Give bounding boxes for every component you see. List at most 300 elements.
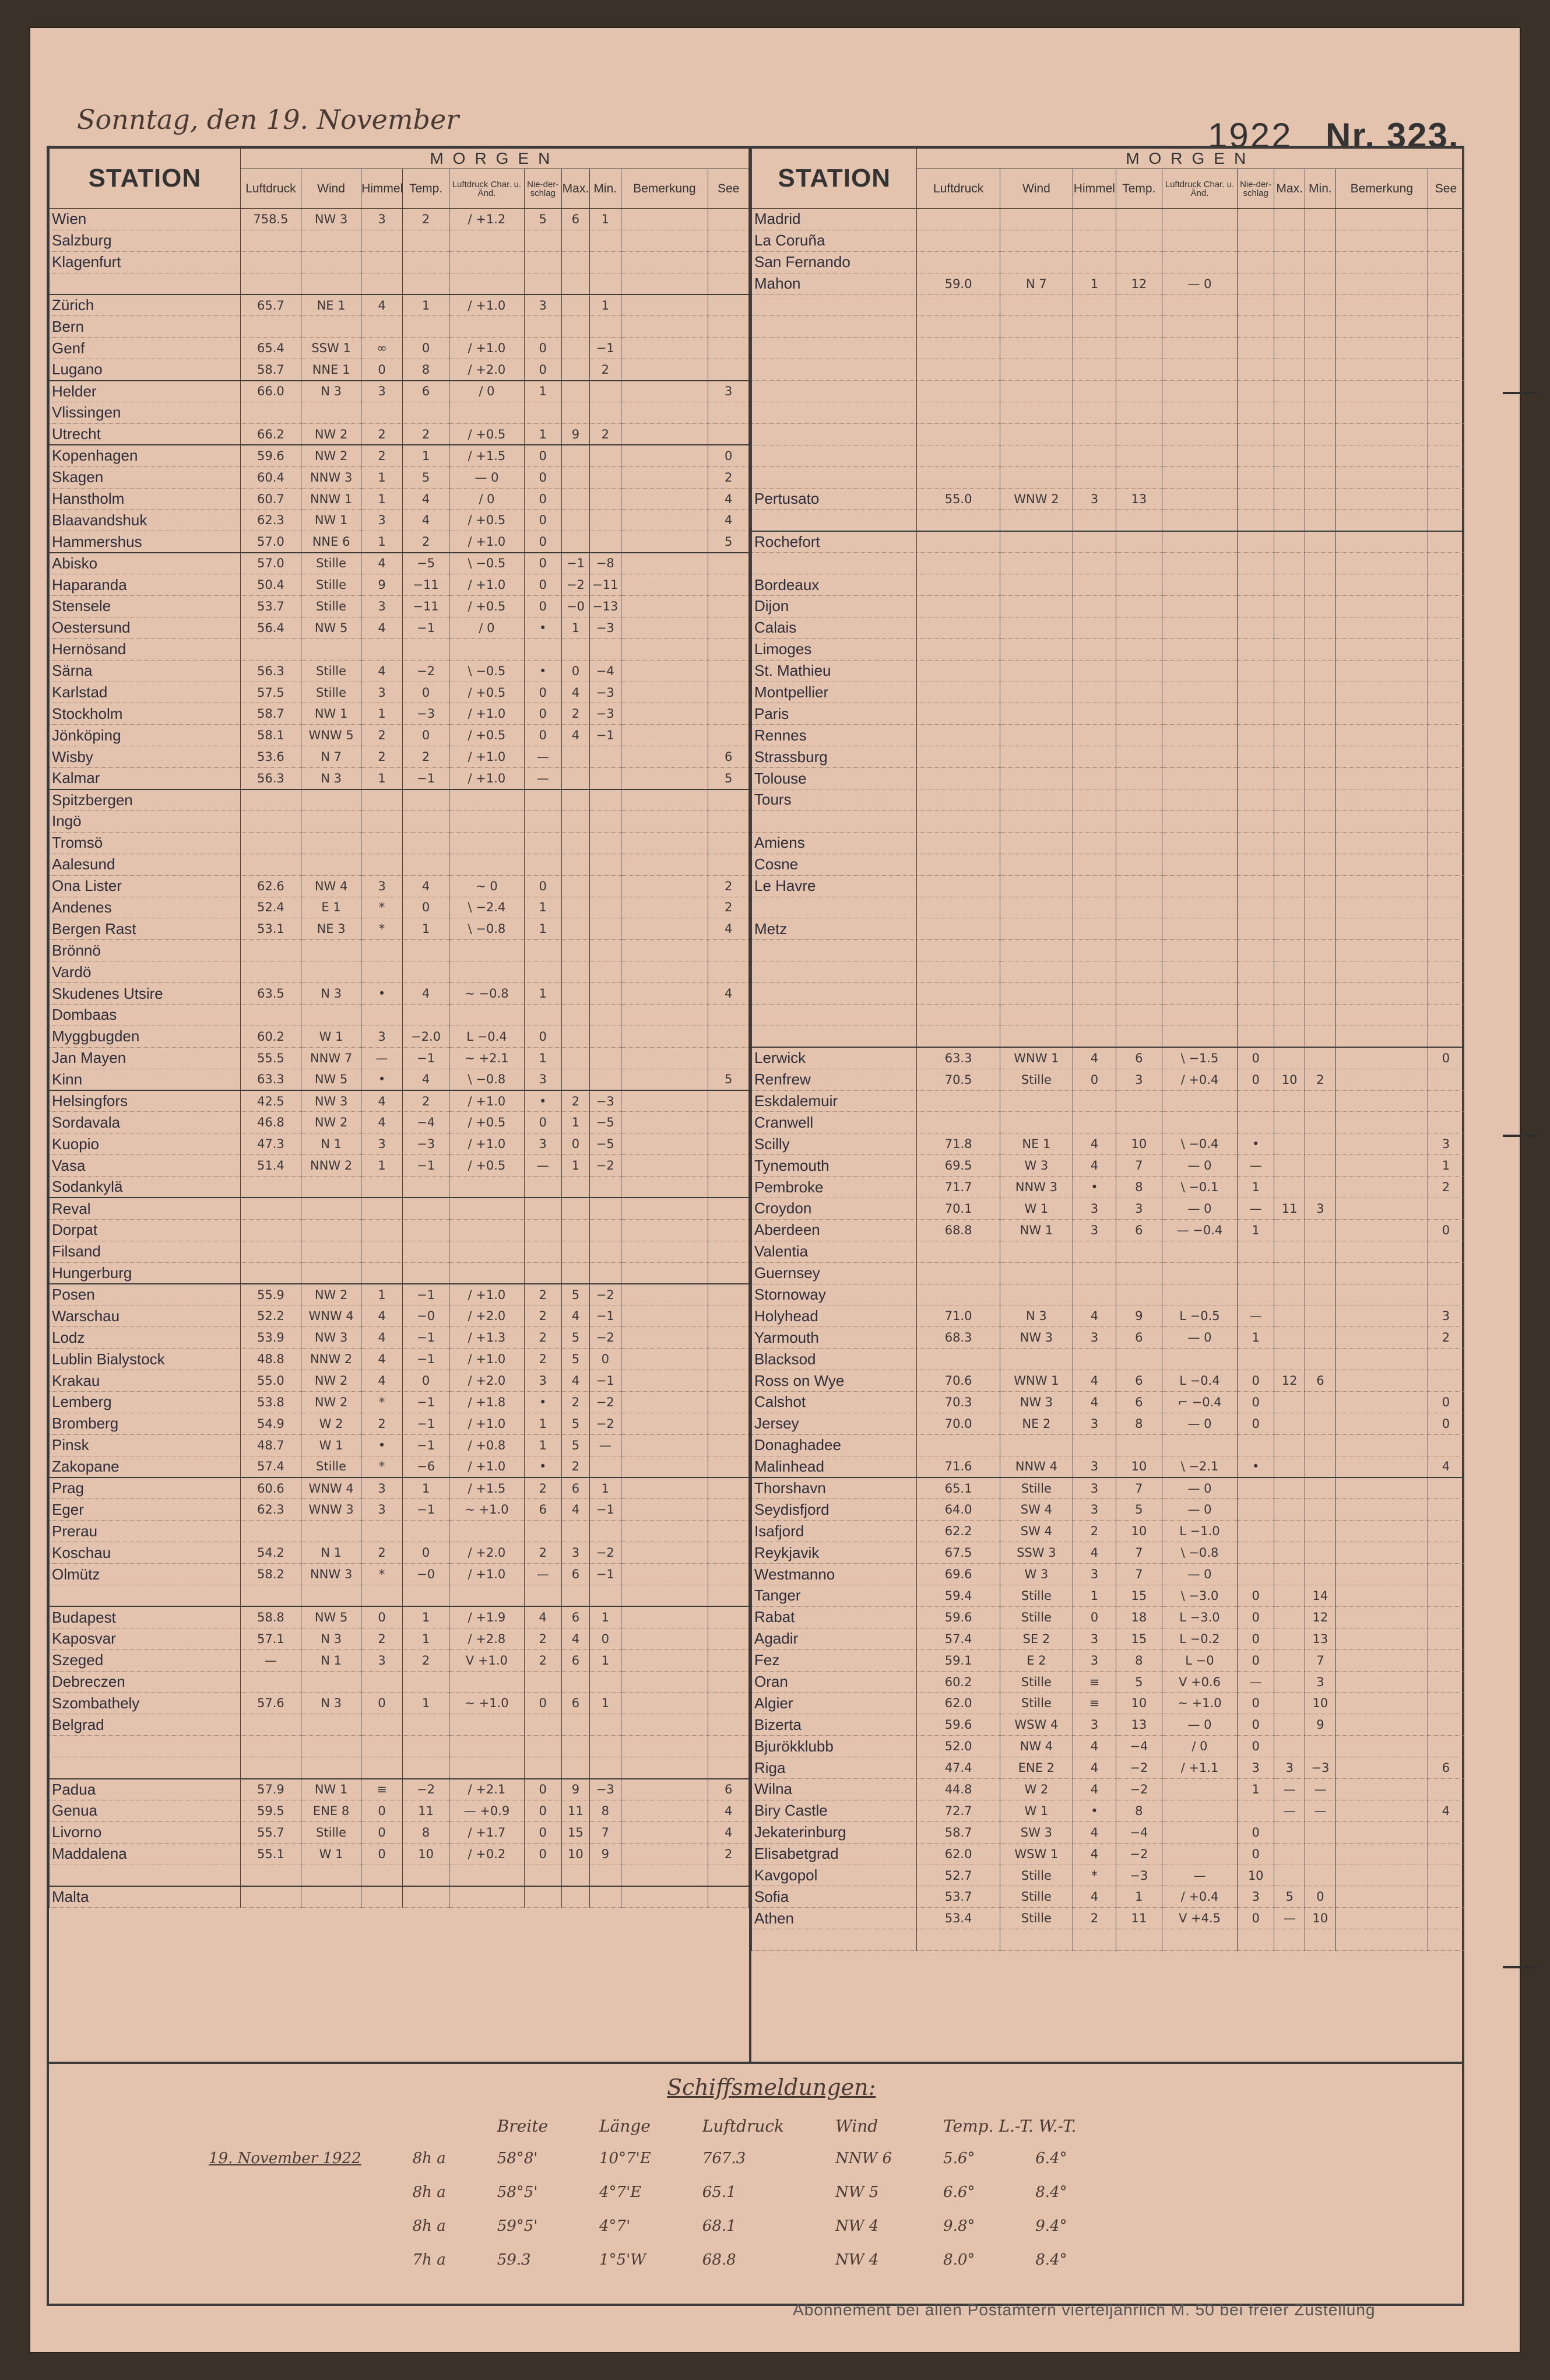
- himmel-cell: [361, 1521, 403, 1542]
- min-cell: [1305, 1047, 1336, 1069]
- max-cell: 4: [561, 1370, 589, 1392]
- char-cell: [1162, 832, 1237, 854]
- bemerkung-cell: [1335, 1521, 1428, 1542]
- station-name: Sordavala: [50, 1112, 241, 1133]
- luftdruck-cell: [917, 810, 1000, 832]
- luftdruck-cell: 57.0: [240, 531, 301, 553]
- bemerkung-cell: [621, 338, 708, 359]
- station-row: [752, 1456, 1464, 1477]
- min-cell: [590, 854, 621, 875]
- himmel-cell: 3: [1073, 1477, 1116, 1499]
- see-cell: [1428, 897, 1464, 918]
- niederschlag-cell: 0: [524, 466, 561, 488]
- min-cell: 9: [1305, 1714, 1336, 1736]
- see-cell: [708, 1305, 749, 1327]
- max-cell: [1274, 1606, 1305, 1628]
- see-cell: [1428, 1477, 1464, 1499]
- wind-cell: NE 1: [301, 294, 361, 316]
- bemerkung-cell: [621, 1649, 708, 1671]
- wind-cell: [1000, 251, 1073, 273]
- bemerkung-cell: [621, 1736, 708, 1757]
- niederschlag-cell: 0: [1238, 1606, 1274, 1628]
- wind-cell: [1000, 810, 1073, 832]
- wind-cell: ENE 8: [301, 1800, 361, 1821]
- himmel-cell: [1073, 897, 1116, 918]
- min-cell: [590, 768, 621, 789]
- wind-cell: NE 2: [1000, 1413, 1073, 1434]
- station-name: Filsand: [50, 1241, 241, 1262]
- luftdruck-cell: 60.4: [240, 466, 301, 488]
- max-cell: [1274, 789, 1305, 811]
- char-cell: [1162, 445, 1237, 466]
- station-row: [752, 1241, 1464, 1262]
- luftdruck-cell: 58.7: [917, 1821, 1000, 1843]
- wind-cell: SW 4: [1000, 1521, 1073, 1542]
- char-cell: / +1.5: [449, 1477, 524, 1499]
- station-name: Aberdeen: [752, 1219, 917, 1241]
- char-cell: ~ +2.1: [449, 1047, 524, 1069]
- himmel-cell: 1: [361, 703, 403, 725]
- luftdruck-cell: [240, 638, 301, 660]
- niederschlag-cell: [1238, 381, 1274, 402]
- bemerkung-cell: [1335, 423, 1428, 445]
- himmel-cell: [1073, 445, 1116, 466]
- ship-lt-cell: 5.6°: [943, 2150, 975, 2167]
- station-row: [50, 703, 749, 725]
- bemerkung-cell: [1335, 682, 1428, 703]
- max-cell: [561, 1069, 589, 1090]
- luftdruck-cell: 56.3: [240, 660, 301, 682]
- bemerkung-cell: [1335, 553, 1428, 574]
- himmel-cell: 4: [361, 660, 403, 682]
- max-cell: [1274, 1671, 1305, 1693]
- station-name: Bjurökklubb: [752, 1736, 917, 1757]
- station-row: [50, 810, 749, 832]
- bemerkung-cell: [1335, 1391, 1428, 1413]
- niederschlag-cell: [1238, 445, 1274, 466]
- station-name: Montpellier: [752, 682, 917, 703]
- bemerkung-cell: [1335, 251, 1428, 273]
- min-cell: [1305, 1477, 1336, 1499]
- niederschlag-cell: [524, 1219, 561, 1241]
- station-name: [752, 553, 917, 574]
- luftdruck-cell: [917, 402, 1000, 424]
- temp-cell: 3: [1116, 1069, 1162, 1090]
- niederschlag-cell: [1238, 1542, 1274, 1564]
- max-cell: [1274, 359, 1305, 381]
- niederschlag-cell: 2: [524, 1628, 561, 1649]
- himmel-cell: 4: [1073, 1886, 1116, 1908]
- char-cell: [449, 1865, 524, 1886]
- himmel-cell: 9: [361, 574, 403, 596]
- wind-cell: NW 3: [1000, 1391, 1073, 1413]
- char-cell: / +0.4: [1162, 1886, 1237, 1908]
- char-cell: / +1.9: [449, 1606, 524, 1628]
- see-cell: 4: [1428, 1800, 1464, 1821]
- niederschlag-cell: [1238, 854, 1274, 875]
- max-cell: [561, 1521, 589, 1542]
- max-cell: [561, 854, 589, 875]
- bemerkung-cell: [1335, 1477, 1428, 1499]
- station-name: Karlstad: [50, 682, 241, 703]
- min-cell: [1305, 638, 1336, 660]
- temp-cell: [1116, 854, 1162, 875]
- min-cell: [590, 1865, 621, 1886]
- wind-cell: [1000, 897, 1073, 918]
- niederschlag-cell: —: [1238, 1305, 1274, 1327]
- min-cell: [590, 1456, 621, 1477]
- station-row: [752, 768, 1464, 789]
- station-row: [752, 1047, 1464, 1069]
- station-name: Ingö: [50, 810, 241, 832]
- station-row: [50, 768, 749, 789]
- max-cell: [561, 251, 589, 273]
- see-cell: [708, 703, 749, 725]
- wind-cell: E 1: [301, 897, 361, 918]
- niederschlag-cell: [1238, 660, 1274, 682]
- station-name: Tours: [752, 789, 917, 811]
- himmel-cell: 3: [361, 682, 403, 703]
- luftdruck-cell: [240, 1262, 301, 1284]
- bemerkung-cell: [1335, 510, 1428, 531]
- niederschlag-cell: 0: [524, 1800, 561, 1821]
- char-cell: / +1.0: [449, 768, 524, 789]
- station-name: [752, 961, 917, 983]
- wind-cell: Stille: [1000, 1671, 1073, 1693]
- see-cell: 6: [1428, 1757, 1464, 1779]
- max-cell: [561, 983, 589, 1005]
- luftdruck-cell: 62.6: [240, 875, 301, 897]
- char-cell: L −0: [1162, 1649, 1237, 1671]
- char-cell: [449, 316, 524, 338]
- bemerkung-cell: [621, 1391, 708, 1413]
- bemerkung-cell: [621, 1305, 708, 1327]
- station-row: [752, 1779, 1464, 1800]
- min-cell: −5: [590, 1112, 621, 1133]
- luftdruck-char-header: Luftdruck Char. u. Änd.: [449, 169, 524, 209]
- temp-cell: 7: [1116, 1542, 1162, 1564]
- station-row: [50, 423, 749, 445]
- station-name: Eger: [50, 1499, 241, 1521]
- himmel-cell: [1073, 1026, 1116, 1047]
- station-row: [50, 897, 749, 918]
- char-cell: [449, 832, 524, 854]
- temp-cell: 6: [1116, 1047, 1162, 1069]
- station-row: [50, 1499, 749, 1521]
- station-row: [50, 531, 749, 553]
- temp-cell: [402, 1757, 449, 1779]
- station-name: Le Havre: [752, 875, 917, 897]
- max-cell: [561, 1241, 589, 1262]
- niederschlag-cell: [1238, 961, 1274, 983]
- char-cell: [449, 273, 524, 294]
- station-row: [50, 638, 749, 660]
- himmel-cell: [1073, 402, 1116, 424]
- wind-cell: [1000, 832, 1073, 854]
- char-cell: — 0: [1162, 1413, 1237, 1434]
- temp-cell: −4: [402, 1112, 449, 1133]
- niederschlag-cell: 0: [524, 1779, 561, 1800]
- char-cell: [1162, 810, 1237, 832]
- station-name: Bromberg: [50, 1413, 241, 1434]
- char-cell: \ −0.4: [1162, 1133, 1237, 1155]
- min-cell: [590, 488, 621, 510]
- temp-cell: 13: [1116, 1714, 1162, 1736]
- bemerkung-cell: [1335, 1090, 1428, 1112]
- see-cell: [708, 1047, 749, 1069]
- niederschlag-cell: [524, 854, 561, 875]
- min-cell: [590, 316, 621, 338]
- niederschlag-header: Nie-der-schlag: [524, 169, 561, 209]
- himmel-cell: 0: [1073, 1069, 1116, 1090]
- max-cell: [1274, 1090, 1305, 1112]
- char-cell: [449, 1671, 524, 1693]
- max-cell: [1274, 897, 1305, 918]
- wind-cell: [1000, 940, 1073, 961]
- station-row: [752, 1434, 1464, 1456]
- himmel-cell: [361, 1177, 403, 1198]
- max-cell: [1274, 961, 1305, 983]
- see-cell: [1428, 1865, 1464, 1886]
- niederschlag-cell: [1238, 1241, 1274, 1262]
- temp-cell: 9: [1116, 1305, 1162, 1327]
- char-cell: [1162, 725, 1237, 746]
- min-cell: [1305, 918, 1336, 940]
- himmel-cell: 4: [1073, 1542, 1116, 1564]
- bemerkung-cell: [621, 1241, 708, 1262]
- station-name: Dorpat: [50, 1219, 241, 1241]
- niederschlag-cell: —: [524, 768, 561, 789]
- niederschlag-cell: 3: [1238, 1757, 1274, 1779]
- luftdruck-cell: 758.5: [240, 209, 301, 230]
- temp-cell: −1: [402, 1391, 449, 1413]
- niederschlag-cell: [1238, 574, 1274, 596]
- station-name: Amiens: [752, 832, 917, 854]
- station-row: [50, 1349, 749, 1370]
- char-cell: [449, 961, 524, 983]
- ship-breite-cell: 58°5': [497, 2184, 538, 2201]
- niederschlag-cell: [524, 1177, 561, 1198]
- char-cell: L −0.5: [1162, 1305, 1237, 1327]
- wind-cell: NW 3: [301, 1327, 361, 1349]
- niederschlag-cell: [524, 1757, 561, 1779]
- min-cell: [1305, 359, 1336, 381]
- ship-report-date: 19. November 1922: [209, 2150, 361, 2167]
- niederschlag-cell: 1: [524, 983, 561, 1005]
- wind-cell: Stille: [1000, 1069, 1073, 1090]
- station-name: Metz: [752, 918, 917, 940]
- bemerkung-header: Bemerkung: [1335, 169, 1428, 209]
- temp-cell: 5: [402, 466, 449, 488]
- station-row: [752, 1693, 1464, 1714]
- char-cell: \ −0.5: [449, 660, 524, 682]
- ship-ld-cell: 68.8: [702, 2251, 736, 2269]
- min-cell: 2: [1305, 1069, 1336, 1090]
- temp-cell: 4: [402, 488, 449, 510]
- station-name: Helder: [50, 381, 241, 402]
- station-row: [50, 1370, 749, 1392]
- station-row: [50, 273, 749, 294]
- luftdruck-cell: 64.0: [917, 1499, 1000, 1521]
- wind-cell: NW 5: [301, 1606, 361, 1628]
- see-cell: [708, 359, 749, 381]
- min-cell: 1: [590, 294, 621, 316]
- max-cell: [561, 294, 589, 316]
- bemerkung-cell: [621, 1628, 708, 1649]
- bemerkung-cell: [621, 1219, 708, 1241]
- luftdruck-cell: [917, 423, 1000, 445]
- max-cell: [1274, 381, 1305, 402]
- see-cell: [708, 1177, 749, 1198]
- wind-header: Wind: [1000, 169, 1073, 209]
- luftdruck-cell: [240, 810, 301, 832]
- temp-cell: [1116, 423, 1162, 445]
- temp-cell: 11: [402, 1800, 449, 1821]
- luftdruck-cell: [917, 359, 1000, 381]
- max-cell: [1274, 1241, 1305, 1262]
- char-cell: [1162, 897, 1237, 918]
- ship-reports-section: [47, 2064, 1464, 2306]
- bemerkung-cell: [621, 746, 708, 768]
- wind-cell: [1000, 338, 1073, 359]
- station-row: [50, 1585, 749, 1607]
- himmel-cell: [1073, 596, 1116, 617]
- himmel-cell: [361, 1714, 403, 1736]
- see-cell: [708, 316, 749, 338]
- see-cell: [1428, 445, 1464, 466]
- wind-cell: NW 2: [301, 1370, 361, 1392]
- himmel-cell: 0: [361, 1693, 403, 1714]
- ship-report-row: [183, 2243, 1102, 2277]
- himmel-cell: 4: [361, 1112, 403, 1133]
- station-row: [752, 725, 1464, 746]
- min-cell: [590, 832, 621, 854]
- himmel-cell: 1: [361, 1284, 403, 1305]
- luftdruck-cell: [917, 1241, 1000, 1262]
- bemerkung-cell: [621, 1004, 708, 1026]
- char-cell: / +2.0: [449, 359, 524, 381]
- max-cell: [1274, 338, 1305, 359]
- bemerkung-cell: [1335, 596, 1428, 617]
- temp-cell: [402, 1865, 449, 1886]
- niederschlag-cell: 0: [524, 553, 561, 574]
- luftdruck-cell: [917, 832, 1000, 854]
- wind-cell: SE 2: [1000, 1628, 1073, 1649]
- wind-cell: [301, 273, 361, 294]
- see-cell: [708, 1391, 749, 1413]
- niederschlag-cell: 1: [524, 1434, 561, 1456]
- station-name: Rabat: [752, 1606, 917, 1628]
- himmel-cell: [1073, 983, 1116, 1005]
- temp-cell: −1: [402, 1499, 449, 1521]
- luftdruck-cell: 62.2: [917, 1521, 1000, 1542]
- station-name: Algier: [752, 1693, 917, 1714]
- niederschlag-cell: [1238, 1564, 1274, 1585]
- station-row: [50, 1628, 749, 1649]
- max-cell: [1274, 854, 1305, 875]
- see-cell: [1428, 1370, 1464, 1392]
- niederschlag-cell: [1238, 1112, 1274, 1133]
- max-cell: 0: [561, 660, 589, 682]
- station-name: Athen: [752, 1908, 917, 1929]
- see-cell: [1428, 230, 1464, 251]
- min-cell: [1305, 1434, 1336, 1456]
- wind-cell: [1000, 768, 1073, 789]
- char-cell: [1162, 338, 1237, 359]
- luftdruck-cell: [917, 789, 1000, 811]
- min-cell: [1305, 338, 1336, 359]
- temp-cell: −1: [402, 1349, 449, 1370]
- luftdruck-cell: 46.8: [240, 1112, 301, 1133]
- himmel-cell: 2: [361, 445, 403, 466]
- temp-cell: [1116, 1026, 1162, 1047]
- station-name: [752, 810, 917, 832]
- see-cell: [1428, 1886, 1464, 1908]
- himmel-cell: 2: [361, 725, 403, 746]
- max-cell: 6: [561, 1649, 589, 1671]
- niederschlag-cell: 0: [1238, 1908, 1274, 1929]
- char-cell: / +0.2: [449, 1843, 524, 1865]
- bemerkung-cell: [621, 1133, 708, 1155]
- bemerkung-cell: [1335, 445, 1428, 466]
- station-row: [50, 961, 749, 983]
- station-name: Jan Mayen: [50, 1047, 241, 1069]
- station-name: Limoges: [752, 638, 917, 660]
- temp-cell: −0: [402, 1305, 449, 1327]
- temp-cell: −2: [402, 1779, 449, 1800]
- luftdruck-cell: [917, 1349, 1000, 1370]
- niederschlag-cell: 0: [1238, 1628, 1274, 1649]
- himmel-cell: 3: [361, 510, 403, 531]
- temp-cell: 8: [1116, 1413, 1162, 1434]
- luftdruck-cell: [917, 1929, 1000, 1951]
- bemerkung-cell: [1335, 1241, 1428, 1262]
- max-cell: [1274, 1929, 1305, 1951]
- max-cell: [1274, 660, 1305, 682]
- min-cell: [590, 1177, 621, 1198]
- himmel-cell: [361, 832, 403, 854]
- himmel-cell: [1073, 832, 1116, 854]
- max-cell: [561, 789, 589, 811]
- right-observation-table: [751, 148, 1464, 1951]
- luftdruck-cell: 55.0: [240, 1370, 301, 1392]
- wind-cell: [1000, 596, 1073, 617]
- wind-cell: SSW 1: [301, 338, 361, 359]
- max-cell: [561, 445, 589, 466]
- char-cell: [1162, 1349, 1237, 1370]
- max-cell: 15: [561, 1821, 589, 1843]
- wind-cell: NW 4: [1000, 1736, 1073, 1757]
- min-cell: [590, 1069, 621, 1090]
- luftdruck-cell: [917, 510, 1000, 531]
- temp-cell: 2: [402, 746, 449, 768]
- temp-cell: 6: [1116, 1370, 1162, 1392]
- see-cell: [1428, 510, 1464, 531]
- wind-cell: Stille: [301, 596, 361, 617]
- temp-cell: −1: [402, 1047, 449, 1069]
- min-cell: [590, 1198, 621, 1219]
- temp-cell: [1116, 660, 1162, 682]
- ship-lt-cell: 8.0°: [943, 2251, 975, 2269]
- char-cell: / +1.1: [1162, 1757, 1237, 1779]
- niederschlag-cell: [1238, 810, 1274, 832]
- wind-cell: [1000, 553, 1073, 574]
- wind-cell: [1000, 510, 1073, 531]
- see-cell: [708, 1757, 749, 1779]
- see-cell: [1428, 316, 1464, 338]
- luftdruck-cell: [917, 854, 1000, 875]
- char-cell: \ −0.1: [1162, 1177, 1237, 1198]
